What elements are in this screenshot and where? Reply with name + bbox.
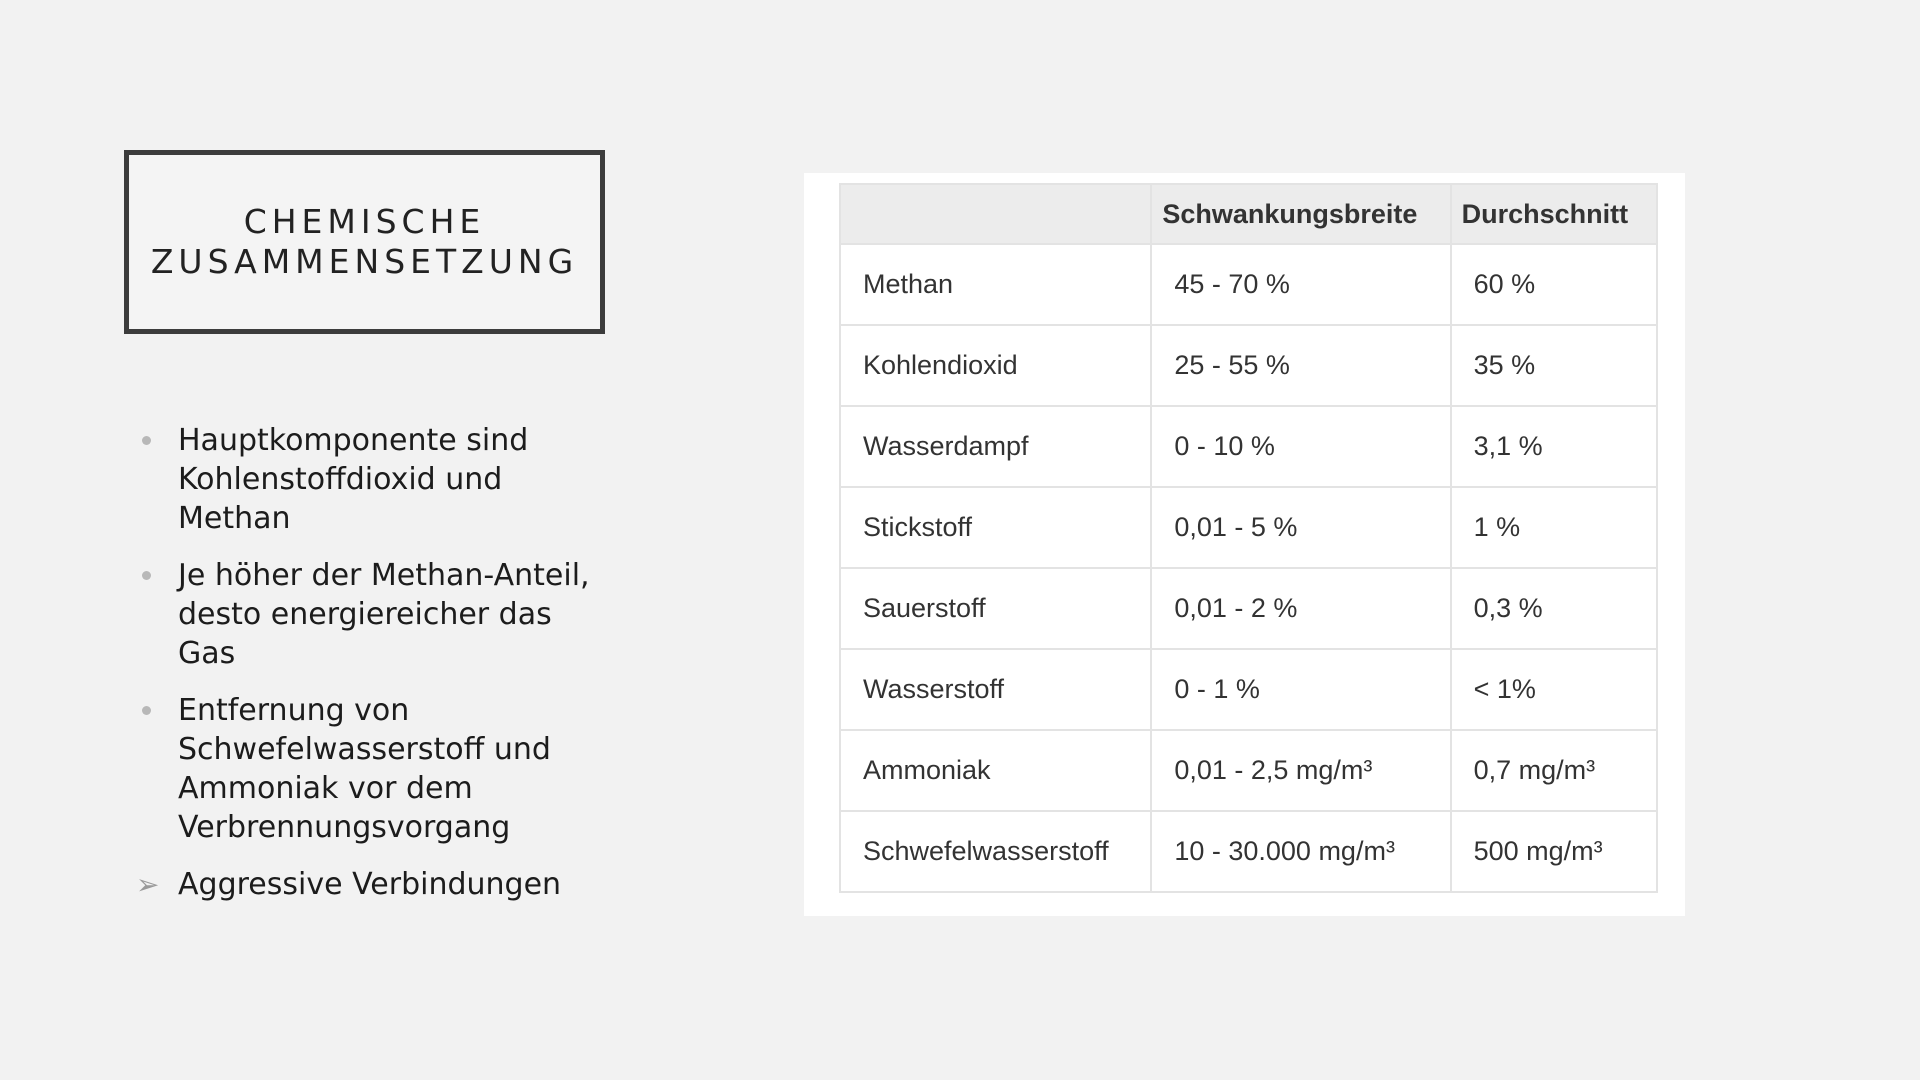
bullet-item xyxy=(138,865,618,904)
bullet-text: Aggressive Verbindungen xyxy=(178,867,562,902)
cell-range: 0,01 - 5 % xyxy=(1151,487,1450,568)
bullet-item xyxy=(138,691,618,847)
bullet-text: Entfernung von Schwefelwasserstoff und Ammoniak vor dem Verbrennungsvorgang xyxy=(178,693,551,845)
cell-range: 0 - 1 % xyxy=(1151,649,1450,730)
cell-average: 0,7 mg/m³ xyxy=(1451,730,1657,811)
table-row xyxy=(840,325,1657,406)
cell-average: < 1% xyxy=(1451,649,1657,730)
cell-component: Sauerstoff xyxy=(840,568,1151,649)
table-row xyxy=(840,406,1657,487)
cell-component: Wasserdampf xyxy=(840,406,1151,487)
bullet-arrow-icon: ➢ xyxy=(136,868,160,901)
cell-component: Methan xyxy=(840,244,1151,325)
cell-range: 0,01 - 2 % xyxy=(1151,568,1450,649)
cell-average: 35 % xyxy=(1451,325,1657,406)
table-row xyxy=(840,244,1657,325)
cell-average: 3,1 % xyxy=(1451,406,1657,487)
title-box xyxy=(124,150,605,334)
table-row xyxy=(840,730,1657,811)
table-panel xyxy=(804,173,1685,916)
table-row xyxy=(840,487,1657,568)
slide-title-line-1: CHEMISCHE xyxy=(243,202,486,241)
cell-component: Stickstoff xyxy=(840,487,1151,568)
cell-range: 0 - 10 % xyxy=(1151,406,1450,487)
composition-table xyxy=(839,183,1658,893)
cell-average: 60 % xyxy=(1451,244,1657,325)
header-cell-average: Durchschnitt xyxy=(1451,184,1657,244)
cell-average: 0,3 % xyxy=(1451,568,1657,649)
table-header-row xyxy=(840,184,1657,244)
bullet-item xyxy=(138,556,618,673)
table-row xyxy=(840,568,1657,649)
cell-average: 1 % xyxy=(1451,487,1657,568)
bullet-list xyxy=(138,421,618,922)
slide-title-line-2: ZUSAMMENSETZUNG xyxy=(150,242,579,281)
header-cell-component xyxy=(840,184,1151,244)
bullet-text: Je höher der Methan-Anteil, desto energiereicher das Gas xyxy=(178,558,590,671)
cell-range: 25 - 55 % xyxy=(1151,325,1450,406)
cell-average: 500 mg/m³ xyxy=(1451,811,1657,892)
table-row xyxy=(840,811,1657,892)
cell-component: Schwefelwasserstoff xyxy=(840,811,1151,892)
table-row xyxy=(840,649,1657,730)
cell-component: Wasserstoff xyxy=(840,649,1151,730)
header-cell-range: Schwankungsbreite xyxy=(1151,184,1450,244)
cell-range: 0,01 - 2,5 mg/m³ xyxy=(1151,730,1450,811)
cell-range: 45 - 70 % xyxy=(1151,244,1450,325)
cell-component: Ammoniak xyxy=(840,730,1151,811)
cell-component: Kohlendioxid xyxy=(840,325,1151,406)
cell-range: 10 - 30.000 mg/m³ xyxy=(1151,811,1450,892)
bullet-item xyxy=(138,421,618,538)
bullet-text: Hauptkomponente sind Kohlenstoffdioxid und Methan xyxy=(178,423,529,536)
